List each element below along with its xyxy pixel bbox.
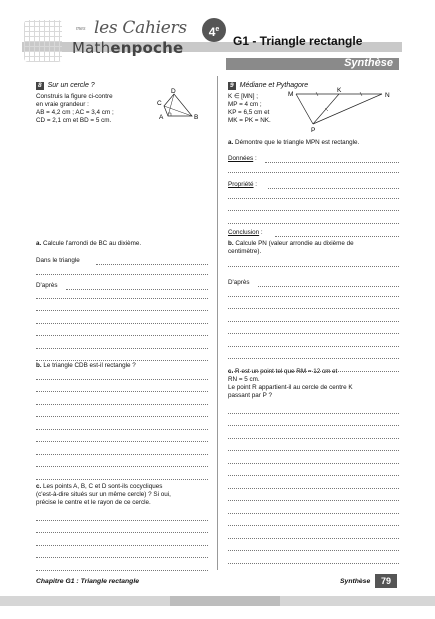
- instruction-line: Construis la figure ci-contre: [36, 93, 113, 100]
- answer-line[interactable]: [228, 186, 399, 199]
- logo-small-text: mes: [76, 26, 86, 32]
- figure-abcd: [150, 86, 210, 126]
- propriete-label: Propriété :: [228, 181, 258, 188]
- instruction-line: CD = 2,1 cm et BD = 5 cm.: [36, 117, 112, 124]
- question-9b: b. Calcule PN (valeur arrondie au dixième de centimètre).: [228, 240, 354, 255]
- answer-line[interactable]: [228, 451, 399, 464]
- label-n: N: [385, 92, 390, 99]
- answer-line[interactable]: [36, 467, 208, 480]
- triangle-label: Dans le triangle: [36, 257, 80, 264]
- answer-line[interactable]: [36, 455, 208, 468]
- exercise-9-number: 9: [230, 82, 234, 89]
- answer-lines-8a-2[interactable]: [36, 286, 208, 361]
- answer-lines-8c[interactable]: [36, 508, 208, 571]
- answer-line[interactable]: [228, 160, 399, 173]
- footer-decoration: [0, 596, 435, 606]
- donnees-label: Données :: [228, 155, 257, 162]
- answer-line[interactable]: [36, 336, 208, 349]
- given-line: K ∈ [MN] ;: [228, 93, 258, 100]
- logo-math-text: Mathenpoche: [72, 39, 184, 57]
- answer-line[interactable]: [228, 476, 399, 489]
- conclusion-label: Conclusion :: [228, 229, 263, 236]
- answer-line[interactable]: [228, 297, 399, 310]
- answer-lines-donnees[interactable]: [228, 160, 399, 173]
- answer-line[interactable]: [228, 401, 399, 414]
- answer-line[interactable]: [228, 551, 399, 564]
- answer-line[interactable]: [228, 334, 399, 347]
- label-d: D: [171, 88, 176, 95]
- given-line: MP = 4 cm ;: [228, 101, 262, 108]
- answer-line[interactable]: [228, 211, 399, 224]
- answer-line[interactable]: [228, 199, 399, 212]
- answer-lines-8b[interactable]: [36, 367, 208, 480]
- answer-lines-9b-1[interactable]: [228, 254, 399, 267]
- exercise-8-title: Sur un cercle ?: [47, 82, 95, 89]
- question-8b: b. Le triangle CDB est-il rectangle ?: [36, 362, 136, 369]
- answer-line[interactable]: [36, 286, 208, 299]
- answer-line[interactable]: [36, 349, 208, 362]
- answer-line[interactable]: [36, 546, 208, 559]
- answer-lines-8a-1[interactable]: [36, 262, 208, 275]
- quadrilateral-shape: [164, 94, 192, 116]
- label-c: C: [157, 100, 162, 107]
- segment-pn: [313, 94, 382, 124]
- label-b: B: [194, 114, 199, 121]
- label-p: P: [311, 127, 316, 134]
- answer-line[interactable]: [228, 426, 399, 439]
- given-line: KP = 6,5 cm et: [228, 109, 270, 116]
- figure-mpn: [286, 86, 396, 134]
- label-m: M: [288, 91, 294, 98]
- answer-line[interactable]: [275, 235, 399, 237]
- question-8a: a. Calcule l'arrondi de BC au dixième.: [36, 240, 142, 247]
- answer-lines-9c[interactable]: [228, 401, 399, 564]
- exercise-9-title: Médiane et Pythagore: [239, 82, 309, 89]
- answer-lines-propriete[interactable]: [228, 186, 399, 224]
- answer-line[interactable]: [36, 299, 208, 312]
- answer-line[interactable]: [228, 347, 399, 360]
- answer-line[interactable]: [228, 514, 399, 527]
- answer-line[interactable]: [228, 284, 399, 297]
- footer-section: Synthèse: [340, 578, 371, 585]
- dapres-label-right: D'après: [228, 279, 250, 286]
- question-8c: c. Les points A, B, C et D sont-ils cocycliques (c'est-à-dire situés sur un même cercle) ? Si oui, précise le centre et le rayon de ce cercle.: [36, 483, 171, 506]
- answer-line[interactable]: [36, 405, 208, 418]
- dapres-label: D'après: [36, 282, 58, 289]
- label-a: A: [159, 114, 164, 121]
- question-9a: a. Démontre que le triangle MPN est rectangle.: [228, 139, 360, 146]
- answer-line[interactable]: [228, 526, 399, 539]
- answer-line[interactable]: [228, 464, 399, 477]
- synthese-banner: [226, 58, 399, 70]
- answer-line[interactable]: [36, 558, 208, 571]
- answer-line[interactable]: [228, 309, 399, 322]
- logo-grid-icon: [24, 20, 62, 62]
- answer-line[interactable]: [36, 311, 208, 324]
- logo: [24, 16, 224, 62]
- answer-line[interactable]: [228, 539, 399, 552]
- exercise-8-number: 8: [38, 82, 42, 89]
- answer-line[interactable]: [228, 489, 399, 502]
- instruction-line: AB = 4,2 cm ; AC = 3,4 cm ;: [36, 109, 114, 116]
- answer-line[interactable]: [36, 430, 208, 443]
- question-9c: c. R est un point tel que RM = 12 cm et RN = 5 cm. Le point R appartient-il au cercle de centre K passant par P ?: [228, 368, 353, 399]
- answer-line[interactable]: [36, 508, 208, 521]
- answer-lines-9b-2[interactable]: [228, 284, 399, 372]
- answer-line[interactable]: [36, 392, 208, 405]
- segment-mp: [296, 94, 313, 124]
- answer-line[interactable]: [36, 521, 208, 534]
- column-divider: [217, 76, 218, 570]
- grade-badge: 4e: [202, 18, 226, 42]
- exercise-9-givens: [228, 93, 271, 125]
- answer-line[interactable]: [36, 324, 208, 337]
- synthese-banner-label: Synthèse: [344, 57, 393, 69]
- footer-band-accent: [170, 596, 280, 606]
- answer-line[interactable]: [36, 380, 208, 393]
- answer-line[interactable]: [228, 254, 399, 267]
- exercise-8-instructions: [36, 93, 114, 125]
- page-number: 79: [375, 574, 397, 588]
- logo-cahiers-text: les Cahiers: [94, 18, 187, 38]
- exercise-8-heading: [36, 82, 95, 90]
- answer-line[interactable]: [228, 439, 399, 452]
- answer-line[interactable]: [228, 501, 399, 514]
- footer-chapter: Chapitre G1 : Triangle rectangle: [36, 578, 139, 585]
- label-k: K: [337, 87, 342, 94]
- answer-line[interactable]: [36, 442, 208, 455]
- answer-line[interactable]: [36, 262, 208, 275]
- given-line: MK = PK = NK.: [228, 117, 271, 124]
- answer-line[interactable]: [36, 417, 208, 430]
- instruction-line: en vraie grandeur :: [36, 101, 89, 108]
- answer-line[interactable]: [228, 322, 399, 335]
- answer-line[interactable]: [36, 533, 208, 546]
- answer-line[interactable]: [228, 414, 399, 427]
- page-title: G1 - Triangle rectangle: [233, 34, 363, 48]
- answer-line[interactable]: [36, 367, 208, 380]
